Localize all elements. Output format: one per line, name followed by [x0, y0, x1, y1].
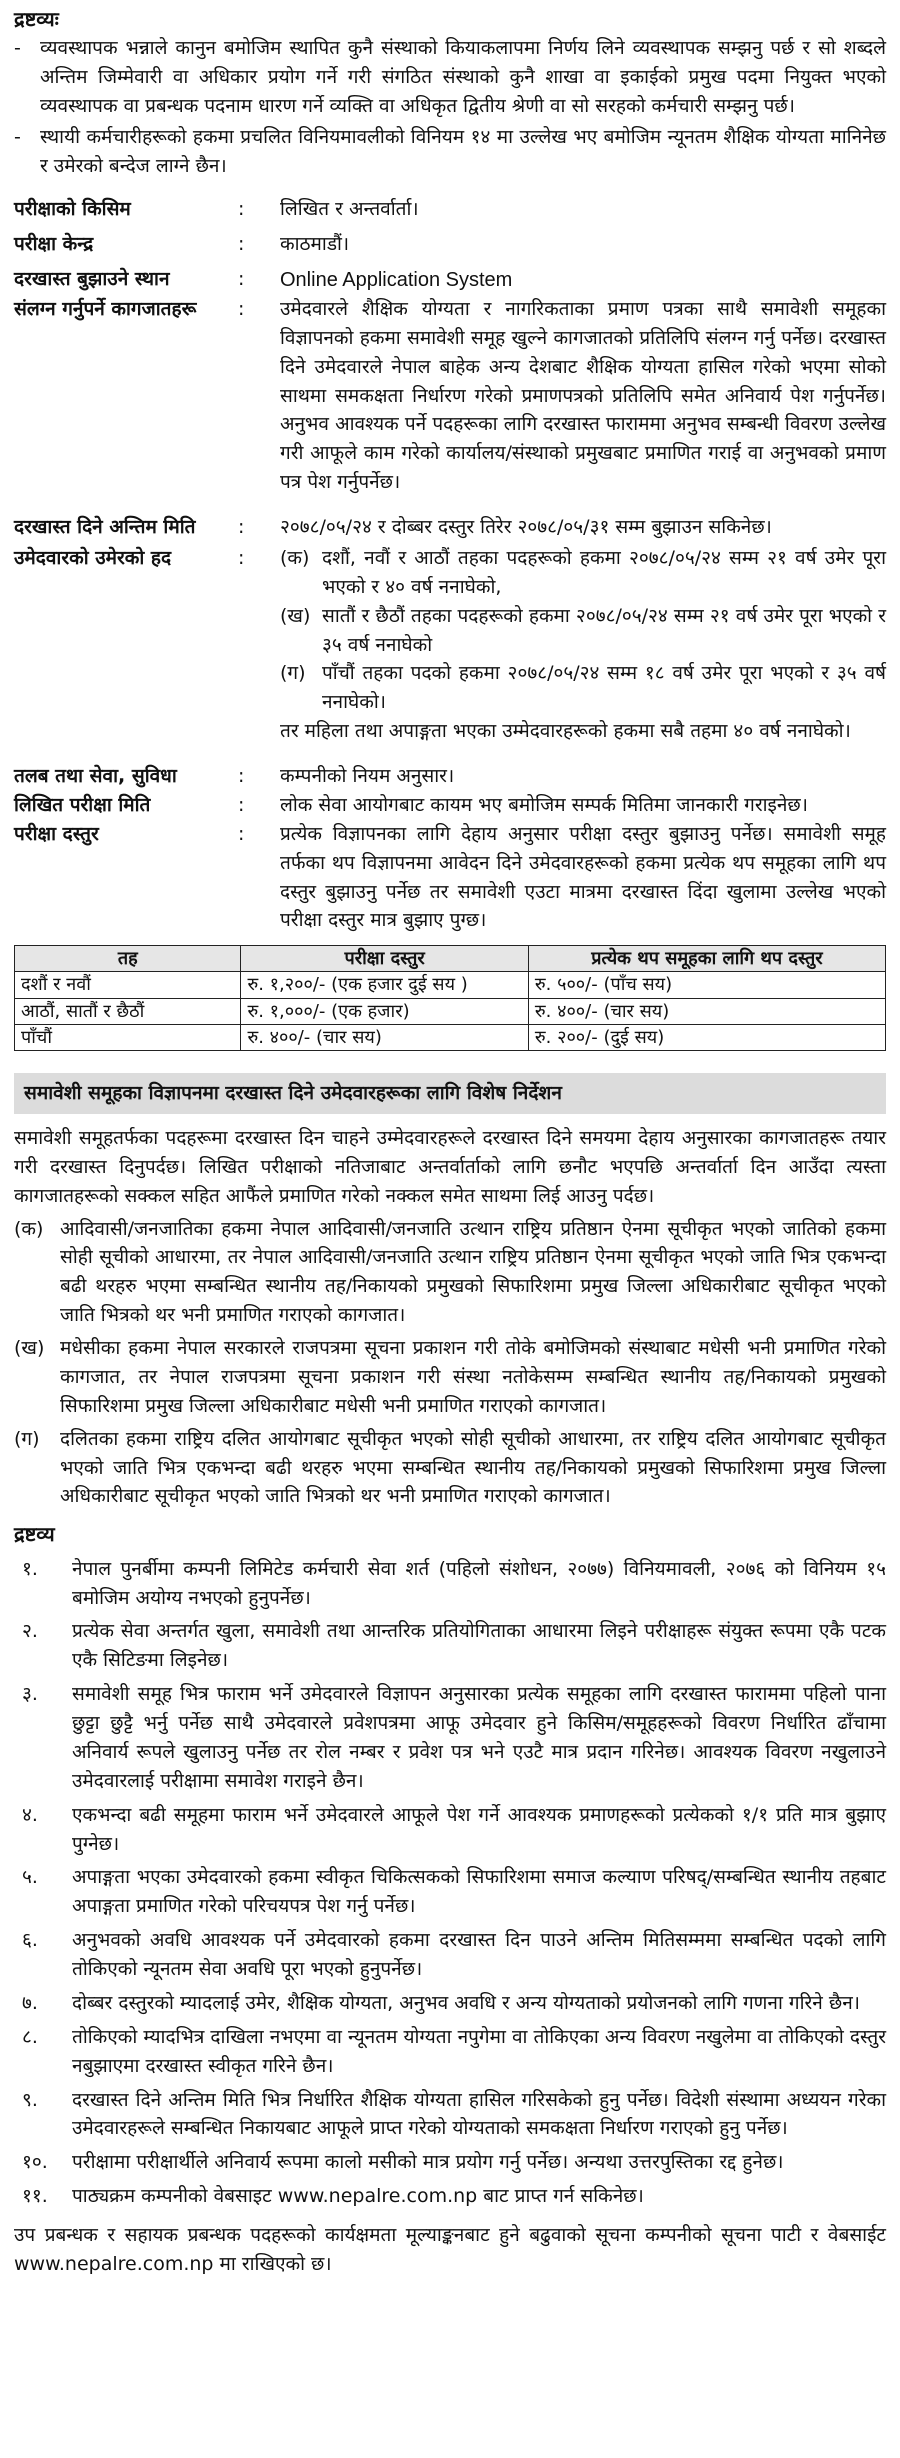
list-item-number: १.	[22, 1557, 38, 1580]
list-item-number: ९.	[22, 2088, 38, 2111]
salary-row	[14, 762, 886, 791]
list-item	[14, 1863, 886, 1921]
field-label: परीक्षाको किसिम	[14, 197, 131, 220]
list-item-text: परीक्षामा परीक्षार्थीले अनिवार्य रूपमा कालो मसीको मात्र प्रयोग गर्नु पर्नेछ। अन्यथा उत्तरपुस्तिका रद्द हुनेछ।	[72, 2151, 784, 2174]
age-item-text: दशौं, नवौं र आठौं तहका पदहरूको हकमा २०७८/०५/२४ सम्म २१ वर्ष उमेर पूरा भएको र ४० वर्ष ननाघेको,	[322, 546, 886, 598]
special-item-marker: (ग)	[14, 1427, 40, 1450]
table-cell: रु. १,२००/- (एक हजार दुई सय )	[241, 972, 528, 998]
table-cell: रु. २००/- (दुई सय)	[528, 1024, 885, 1050]
field-label: परीक्षा दस्तुर	[14, 822, 99, 845]
fee-table-header-row	[15, 946, 886, 972]
special-item	[14, 1215, 886, 1331]
colon: :	[238, 765, 245, 788]
list-item-text: तोकिएको म्यादभित्र दाखिला नभएमा वा न्यूनतम योग्यता नपुगेमा वा तोकिएका अन्य विवरण नखुलेमा वा तोकिएको दस्तुर नबुझाएमा दरखास्त स्वीकृत गरिने छैन।	[72, 2025, 886, 2077]
field-value: लिखित र अन्तर्वार्ता।	[280, 197, 419, 220]
field-label: संलग्न गर्नुपर्ने कागजातहरू	[14, 297, 197, 320]
list-item-number: ३.	[22, 1683, 38, 1706]
notes2-heading: द्रष्टव्य	[14, 1522, 55, 1547]
field-value: Online Application System	[280, 268, 513, 291]
list-item-number: २.	[22, 1620, 38, 1643]
list-item-text: समावेशी समूह भित्र फाराम भर्ने उमेदवारले विज्ञापन अनुसारका प्रत्येक समूहका लागि दरखास्त फाराममा पहिलो पाना छुट्टा छुट्टै भर्नु पर्नेछ साथै उमेदवारले प्रवेशपत्रमा आफू उमेदवार हुने किसिम/समूहहरूको विवरण निर्धारित ढाँचामा अनिवार्य रूपले खुलाउनु पर्नेछ तर रोल नम्बर र प्रवेश पत्र भने एउटै मात्र प्रदान गरिनेछ। आवश्यक विवरण नखुलाउने उमेदवारलाई परीक्षामा समावेश गराइने छैन।	[72, 1683, 886, 1792]
age-item-marker: (क)	[280, 546, 310, 569]
special-intro: समावेशी समूहतर्फका पदहरूमा दरखास्त दिन चाहने उम्मेदवारहरूले दरखास्त दिने समयमा देहाय अनुसारका कागजातहरू तयार गरी दरखास्त दिनुपर्दछ। लिखित परीक्षाको नतिजाबाट अन्तर्वार्ताको लागि छनौट भएपछि अन्तर्वार्ता दिन आउँदा त्यस्ता कागजातहरूको सक्कल सहित आफैंले प्रमाणित गरेको नक्कल समेत साथमा लिई आउनु पर्दछ।	[14, 1126, 886, 1207]
list-item-number: ८.	[22, 2025, 38, 2048]
age-limit-note: तर महिला तथा अपाङ्गता भएका उम्मेदवारहरूको हकमा सबै तहमा ४० वर्ष ननाघेको।	[280, 720, 851, 743]
list-item-text: एकभन्दा बढी समूहमा फाराम भर्ने उमेदवारले आफूले पेश गर्ने आवश्यक प्रमाणहरूको प्रत्येकको १/१ प्रति मात्र बुझाए पुग्नेछ।	[72, 1803, 886, 1855]
special-item	[14, 1425, 886, 1512]
list-item-number: ११.	[22, 2185, 48, 2208]
field-label: लिखित परीक्षा मिति	[14, 793, 151, 816]
field-value: उमेदवारले शैक्षिक योग्यता र नागरिकताका प्रमाण पत्रका साथै समावेशी समूहका विज्ञापनको हकमा समावेशी समूह खुल्ने कागजातको प्रतिलिपि संलग्न गर्नु पर्नेछ। दरखास्त दिने उमेदवारले नेपाल बाहेक अन्य देशबाट शैक्षिक योग्यता हासिल गरेको भएमा सोको साथमा समकक्षता निर्धारण गरेको प्रमाणपत्रको प्रतिलिपि समेत अनिवार्य पेश गर्नुपर्नेछ। अनुभव आवश्यक पर्ने पदहरूका लागि दरखास्त फाराममा अनुभव सम्बन्धी विवरण उल्लेख गरी आफूले काम गरेको कार्यालय/संस्थाको प्रमुखबाट प्रमाणित गराई वा अनुभवको प्रमाण पत्र पेश गर्नुपर्नेछ।	[280, 297, 886, 494]
special-item-text: आदिवासी/जनजातिका हकमा नेपाल आदिवासी/जनजाति उत्थान राष्ट्रिय प्रतिष्ठान ऐनमा सूचीकृत भएको जातिको हकमा सोही सूचीको आधारमा, तर नेपाल आदिवासी/जनजाति उत्थान राष्ट्रिय प्रतिष्ठान ऐनमा सूचीकृत भएको जाति भित्र एकभन्दा बढी थरहरु भएमा सम्बन्धित स्थानीय तह/निकायको प्रमुखको सिफारिशमा प्रमुख जिल्ला अधिकारीबाट सूचीकृत भएको जाति भित्रको थर भनी प्रमाणित गराएको कागजात।	[60, 1217, 886, 1327]
table-cell: रु. १,०००/- (एक हजार)	[241, 998, 528, 1024]
bullet-dash: -	[14, 126, 21, 149]
list-item-text: दरखास्त दिने अन्तिम मिति भित्र निर्धारित शैक्षिक योग्यता हासिल गरिसकेको हुनु पर्नेछ। विदेशी संस्थामा अध्ययन गरेका उमेदवारहरूले सम्बन्धित निकायबाट आफूले प्राप्त गरेको योग्यताको समकक्षता निर्धारण गराएको हुनु पर्नेछ।	[72, 2088, 886, 2140]
list-item-text: पाठ्यक्रम कम्पनीको वेबसाइट www.nepalre.com.np बाट प्राप्त गर्न सकिनेछ।	[72, 2185, 644, 2208]
table-row	[15, 998, 886, 1024]
colon: :	[238, 297, 245, 320]
age-item-marker: (ख)	[280, 604, 311, 627]
list-item-text: दोब्बर दस्तुरको म्यादलाई उमेर, शैक्षिक योग्यता, अनुभव अवधि र अन्य योग्यताको प्रयोजनको लागि गणना गरिने छैन।	[72, 1991, 860, 2014]
age-item	[280, 544, 886, 602]
field-value: २०७८/०५/२४ र दोब्बर दस्तुर तिरेर २०७८/०५/३१ सम्म बुझाउन सकिनेछ।	[280, 516, 772, 539]
fee-table	[14, 945, 886, 1051]
numbered-notes-list	[14, 1555, 886, 2211]
field-value: काठमाडौं।	[280, 232, 350, 255]
list-item	[14, 1617, 886, 1675]
special-item-marker: (क)	[14, 1217, 44, 1240]
age-item-text: पाँचौं तहका पदको हकमा २०७८/०५/२४ सम्म १८ वर्ष उमेर पूरा भएको र ३५ वर्ष ननाघेको।	[322, 662, 886, 714]
table-cell: रु. ४००/- (चार सय)	[528, 998, 885, 1024]
colon: :	[238, 516, 245, 539]
note-text: स्थायी कर्मचारीहरूको हकमा प्रचलित विनियमावलीको विनियम १४ मा उल्लेख भए बमोजिम न्यूनतम शैक्षिक योग्यता मानिनेछ र उमेरको बन्देज लाग्ने छैन।	[40, 126, 886, 177]
age-limit-row	[14, 544, 886, 746]
age-limit-list	[280, 544, 886, 746]
list-item-number: ७.	[22, 1991, 38, 2014]
table-row	[15, 972, 886, 998]
note-text: व्यवस्थापक भन्नाले कानुन बमोजिम स्थापित कुनै संस्थाको कियाकलापमा निर्णय लिने व्यवस्थापक सम्झनु पर्छ र सो शब्दले अन्तिम जिम्मेवारी वा अधिकार प्रयोग गर्ने गरी संगठित संस्थाको कुनै शाखा वा इकाईको प्रमुख पदमा नियुक्त भएको व्यवस्थापक वा प्रबन्धक पदनाम धारण गर्ने व्यक्ति वा अधिकृत द्वितीय श्रेणी वा सो सरहको कर्मचारी सम्झनु पर्छ।	[40, 37, 886, 118]
list-item	[14, 2182, 886, 2211]
list-item-number: ५.	[22, 1866, 38, 1889]
table-cell: दशौं र नवौं	[15, 972, 241, 998]
colon: :	[238, 197, 245, 220]
field-value: प्रत्येक विज्ञापनका लागि देहाय अनुसार परीक्षा दस्तुर बुझाउनु पर्नेछ। समावेशी समूह तर्फका थप विज्ञापनमा आवेदन दिने उमेदवारहरूको हकमा प्रत्येक थप समूहका लागि थप दस्तुर बुझाउनु पर्नेछ तर समावेशी एउटा मात्रमा दरखास्त दिंदा खुलामा उल्लेख भएको परीक्षा दस्तुर मात्र बुझाए पुग्छ।	[280, 822, 886, 932]
list-item	[14, 2148, 886, 2177]
column-header: परीक्षा दस्तुर	[241, 946, 528, 972]
table-cell: पाँचौं	[15, 1024, 241, 1050]
field-label: दरखास्त बुझाउने स्थान	[14, 267, 170, 290]
table-cell: रु. ४००/- (चार सय)	[241, 1024, 528, 1050]
field-label: तलब तथा सेवा, सुविधा	[14, 765, 177, 788]
colon: :	[238, 546, 245, 569]
age-item-text: सातौं र छैठौं तहका पदहरूको हकमा २०७८/०५/२४ सम्म २१ वर्ष उमेर पूरा भएको र ३५ वर्ष ननाघेको	[322, 604, 886, 656]
exam-center-row	[14, 230, 886, 259]
closing-paragraph: उप प्रबन्धक र सहायक प्रबन्धक पदहरूको कार्यक्षमता मूल्याङ्कनबाट हुने बढुवाको सूचना कम्पनीको सूचना पाटी र वेबसाईट www.nepalre.com.np मा राखिएको छ।	[14, 2224, 886, 2275]
age-item	[280, 602, 886, 660]
special-item-text: मधेसीका हकमा नेपाल सरकारले राजपत्रमा सूचना प्रकाशन गरी तोके बमोजिमको संस्थाबाट मधेसी भनी प्रमाणित गरेको कागजात, तर नेपाल राजपत्रमा सूचना प्रकाशन गरी संस्था नतोकेसम्म सम्बन्धित स्थानीय तह/निकायको प्रमुखको सिफारिशमा प्रमुख जिल्ला अधिकारीबाट मधेसी भनी प्रमाणित गराएको कागजात।	[60, 1337, 886, 1417]
written-date-row	[14, 791, 886, 820]
colon: :	[238, 267, 245, 290]
colon: :	[238, 793, 245, 816]
field-label: दरखास्त दिने अन्तिम मिति	[14, 516, 196, 539]
colon: :	[238, 232, 245, 255]
special-item	[14, 1334, 886, 1421]
field-value: कम्पनीको नियम अनुसार।	[280, 765, 455, 788]
attachments-row	[14, 295, 886, 497]
list-item-number: ६.	[22, 1929, 38, 1952]
special-item-text: दलितका हकमा राष्ट्रिय दलित आयोगबाट सूचीकृत भएको सोही सूचीको आधारमा, तर राष्ट्रिय दलित आयोगबाट सूचीकृत भएको जाति भित्र एकभन्दा बढी थरहरु भएमा सम्बन्धित स्थानीय तह/निकायको प्रमुखको सिफारिशमा प्रमुख जिल्ला अधिकारीबाट सूचीकृत भएको जाति भित्रको थर भनी प्रमाणित गराएको कागजात।	[60, 1427, 886, 1508]
list-item-text: अपाङ्गता भएका उमेदवारको हकमा स्वीकृत चिकित्सकको सिफारिशमा समाज कल्याण परिषद्/सम्बन्धित स्थानीय तहबाट अपाङ्गता प्रमाणित गरेको परिचयपत्र पेश गर्नु पर्नेछ।	[72, 1866, 886, 1918]
list-item-number: १०.	[22, 2151, 48, 2174]
list-item-text: अनुभवको अवधि आवश्यक पर्ने उमेदवारको हकमा दरखास्त दिन पाउने अन्तिम मितिसम्ममा सम्बन्धित पदको लागि तोकिएको न्यूनतम सेवा अवधि पूरा भएको हुनुपर्नेछ।	[72, 1929, 886, 1981]
notes-heading: द्रष्टव्यः	[14, 7, 59, 31]
field-label: परीक्षा केन्द्र	[14, 232, 94, 255]
list-item-text: नेपाल पुनर्बीमा कम्पनी लिमिटेड कर्मचारी सेवा शर्त (पहिलो संशोधन, २०७७) विनियमावली, २०७६ को विनियम १५ बमोजिम अयोग्य नभएको हुनुपर्नेछ।	[72, 1557, 886, 1609]
deadline-row	[14, 513, 886, 542]
note-item	[14, 34, 886, 121]
list-item	[14, 1801, 886, 1859]
note-item	[14, 123, 886, 181]
list-item	[14, 2086, 886, 2144]
column-header: तह	[15, 946, 241, 972]
special-item-marker: (ख)	[14, 1337, 45, 1360]
exam-fee-row	[14, 820, 886, 936]
list-item	[14, 2023, 886, 2081]
submit-place-row	[14, 265, 886, 295]
special-instructions-heading: समावेशी समूहका विज्ञापनमा दरखास्त दिने उमेदवारहरूका लागि विशेष निर्देशन	[14, 1073, 886, 1114]
age-item-marker: (ग)	[280, 662, 306, 685]
bullet-dash: -	[14, 37, 21, 60]
list-item	[14, 1926, 886, 1984]
exam-type-row	[14, 195, 886, 224]
field-label: उमेदवारको उमेरको हद	[14, 546, 172, 569]
column-header: प्रत्येक थप समूहका लागि थप दस्तुर	[528, 946, 885, 972]
colon: :	[238, 822, 245, 845]
list-item-number: ४.	[22, 1803, 38, 1826]
age-item	[280, 659, 886, 717]
table-row	[15, 1024, 886, 1050]
field-value: लोक सेवा आयोगबाट कायम भए बमोजिम सम्पर्क मितिमा जानकारी गराइनेछ।	[280, 793, 808, 816]
table-cell: रु. ५००/- (पाँच सय)	[528, 972, 885, 998]
list-item-text: प्रत्येक सेवा अन्तर्गत खुला, समावेशी तथा आन्तरिक प्रतियोगिताका आधारमा लिइने परीक्षाहरू संयुक्त रूपमा एकै पटक एकै सिटिङमा लिइनेछ।	[72, 1620, 886, 1672]
list-item	[14, 1989, 886, 2018]
list-item	[14, 1555, 886, 1613]
table-cell: आठौं, सातौं र छैठौं	[15, 998, 241, 1024]
list-item	[14, 1680, 886, 1796]
